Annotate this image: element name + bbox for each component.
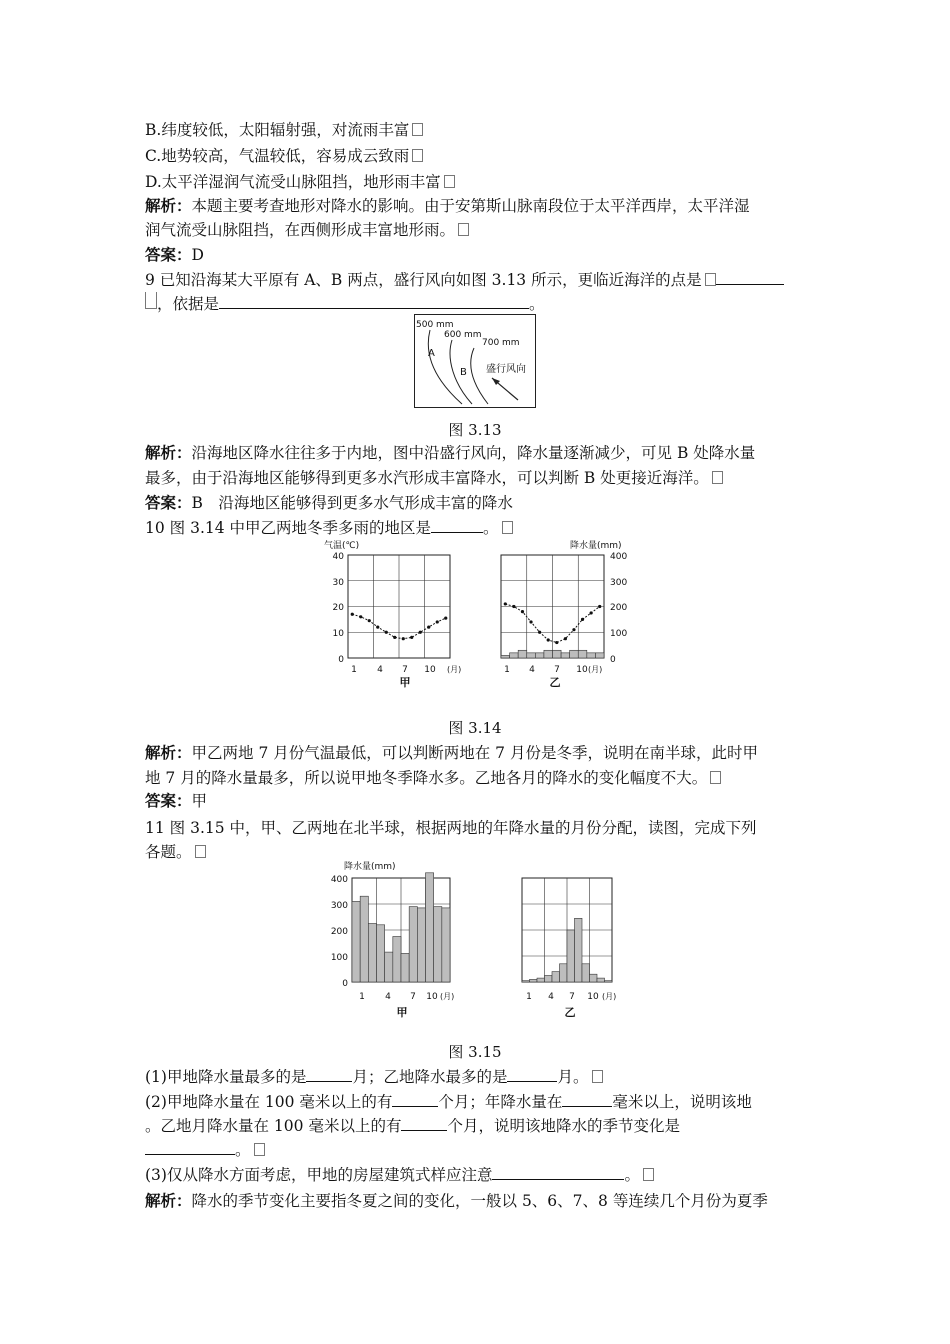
answer-blank[interactable] — [492, 1163, 624, 1180]
question-text: 。 — [235, 1141, 251, 1159]
answer-label: 答案： — [145, 245, 192, 264]
answer-blank[interactable] — [401, 1114, 447, 1131]
answer-blank[interactable] — [219, 292, 529, 309]
precip-bar — [553, 650, 562, 658]
precip-bar — [578, 650, 587, 658]
placeholder-box-icon — [145, 292, 157, 309]
answer-blank[interactable] — [507, 1065, 557, 1082]
q11-part2-line3 — [145, 1138, 265, 1162]
precip-bar — [522, 981, 530, 982]
left-axis-title: 气温(℃) — [324, 541, 360, 551]
x-tick: 7 — [569, 992, 575, 1002]
x-tick: 1 — [351, 665, 357, 675]
temperature-point — [555, 641, 558, 644]
precip-bar — [442, 908, 450, 982]
precip-bar — [409, 907, 417, 982]
temperature-point — [572, 628, 575, 631]
precip-bar — [527, 653, 536, 658]
chart-a-label: 甲 — [396, 1006, 408, 1019]
temperature-point — [547, 638, 550, 641]
precip-bar — [518, 650, 527, 658]
x-tick: 4 — [377, 665, 383, 675]
explanation-text: 降水的季节变化主要指冬夏之间的变化，一般以 5、6、7、8 等连续几个月份为夏季 — [191, 1192, 768, 1210]
left-tick: 40 — [332, 552, 344, 562]
temperature-point — [419, 631, 422, 634]
placeholder-box-icon — [195, 845, 206, 858]
answer-blank[interactable] — [431, 516, 483, 533]
x-tick: 10 — [587, 992, 599, 1002]
temperature-point — [359, 615, 362, 618]
question-text: 。乙地月降水量在 100 毫米以上的有 — [145, 1117, 402, 1135]
precip-bar — [567, 930, 575, 982]
temperature-point — [385, 631, 388, 634]
answer-label: 答案： — [145, 493, 192, 512]
placeholder-box-icon — [712, 471, 723, 484]
isoline-500-label: 500 mm — [416, 320, 454, 330]
answer-blank[interactable] — [145, 1138, 235, 1155]
question-text: 。 — [483, 519, 499, 537]
x-unit: (月) — [440, 992, 455, 1001]
explanation-text: 地 7 月的降水量最多，所以说甲地冬季降水多。乙地各月的降水的变化幅度不大。 — [145, 769, 708, 787]
point-b-label: B — [460, 367, 467, 378]
q11-explanation-line1 — [145, 1189, 768, 1213]
right-tick: 200 — [610, 603, 628, 613]
placeholder-box-icon — [444, 175, 455, 188]
explanation-text: 润气流受山脉阻挡，在西侧形成丰富地形雨。 — [145, 221, 456, 239]
temperature-point — [564, 637, 567, 640]
precip-bar — [385, 952, 393, 982]
precip-bar — [530, 979, 538, 982]
q11-part2-line1 — [145, 1090, 752, 1114]
precip-bar — [560, 964, 568, 982]
x-tick: 10 — [424, 665, 436, 675]
figure-3-13-caption: 图 3.13 — [448, 421, 502, 439]
y-tick: 0 — [342, 979, 348, 989]
precip-bar — [537, 978, 545, 982]
answer-blank[interactable] — [392, 1090, 438, 1107]
temperature-point — [521, 610, 524, 613]
explanation-text: 最多，由于沿海地区能够得到更多水汽形成丰富降水，可以判断 B 处更接近海洋。 — [145, 469, 709, 487]
precip-bar — [417, 908, 425, 982]
answer-text: B 沿海地区能够得到更多水气形成丰富的降水 — [191, 494, 513, 512]
q9-question-line1 — [145, 268, 784, 292]
option-d-text: D.太平洋湿润气流受山脉阻挡，地形雨丰富 — [145, 173, 441, 191]
precip-bar — [590, 974, 598, 982]
axis-title: 降水量(mm) — [344, 862, 396, 872]
placeholder-box-icon — [502, 521, 513, 534]
q9-answer — [145, 491, 513, 515]
y-tick: 400 — [330, 875, 348, 885]
x-tick: 4 — [548, 992, 554, 1002]
precip-bar — [570, 650, 579, 658]
temperature-point — [529, 620, 532, 623]
q8-answer — [145, 243, 204, 267]
question-text: 个月，说明该地降水的季节变化是 — [447, 1117, 680, 1135]
answer-blank[interactable] — [306, 1065, 352, 1082]
question-text: 。 — [529, 295, 545, 313]
right-tick: 0 — [610, 655, 616, 665]
precip-bar — [552, 972, 560, 982]
question-text: 月；乙地降水最多的是 — [352, 1068, 508, 1086]
answer-label: 答案： — [145, 791, 192, 810]
question-text: 毫米以上，说明该地 — [612, 1093, 752, 1111]
wind-direction-label: 盛行风向 — [486, 364, 526, 375]
q10-answer — [145, 789, 207, 813]
question-text: 。 — [624, 1166, 640, 1184]
isoline-600-label: 600 mm — [444, 330, 482, 340]
temperature-point — [351, 613, 354, 616]
question-text: 11 图 3.15 中，甲、乙两地在北半球，根据两地的年降水量的月份分配，读图，完成下列 — [145, 819, 757, 837]
temperature-point — [504, 602, 507, 605]
x-unit: (月) — [602, 992, 617, 1001]
temperature-point — [538, 631, 541, 634]
temperature-point — [410, 636, 413, 639]
precip-bar — [535, 653, 544, 658]
answer-text: D — [191, 246, 204, 264]
x-tick: 1 — [504, 665, 510, 675]
y-tick: 300 — [330, 901, 348, 911]
x-tick: 4 — [529, 665, 535, 675]
precip-bar — [597, 978, 605, 982]
temperature-point — [393, 636, 396, 639]
question-text: 10 图 3.14 中甲乙两地冬季多雨的地区是 — [145, 519, 432, 537]
option-c-text: C.地势较高，气温较低，容易成云致雨 — [145, 147, 410, 165]
q11-part2-line2 — [145, 1114, 680, 1138]
placeholder-box-icon — [710, 771, 721, 784]
temperature-point — [590, 611, 593, 614]
left-tick: 0 — [338, 655, 344, 665]
isoline-700-label: 700 mm — [482, 338, 520, 348]
placeholder-box-icon — [643, 1168, 654, 1181]
option-b — [145, 118, 423, 142]
q8-explanation-line2 — [145, 218, 469, 242]
precip-bar — [582, 964, 590, 982]
explanation-label: 解析： — [145, 1191, 192, 1210]
q11-question-line2 — [145, 840, 206, 864]
y-tick: 100 — [330, 953, 348, 963]
left-tick: 20 — [332, 603, 344, 613]
placeholder-box-icon — [254, 1143, 265, 1156]
x-tick: 7 — [402, 665, 408, 675]
precip-bar — [434, 907, 442, 982]
temperature-point — [368, 619, 371, 622]
figure-3-13 — [414, 314, 536, 408]
placeholder-box-icon — [458, 223, 469, 236]
left-tick: 30 — [332, 578, 344, 588]
precip-bar — [575, 918, 583, 982]
x-tick: 1 — [526, 992, 532, 1002]
precip-bar — [401, 953, 409, 982]
option-c — [145, 144, 423, 168]
answer-blank[interactable] — [716, 268, 784, 285]
left-tick: 10 — [332, 629, 344, 639]
figure-3-15 — [322, 858, 632, 1020]
x-tick: 4 — [385, 992, 391, 1002]
precip-bar — [545, 976, 553, 983]
explanation-text: 沿海地区降水往往多于内地，图中沿盛行风向，降水量逐渐减少，可见 B 处降水量 — [191, 444, 756, 462]
placeholder-box-icon — [412, 123, 423, 136]
chart-b-label: 乙 — [549, 676, 561, 689]
temperature-point — [598, 605, 601, 608]
q10-explanation-line1 — [145, 741, 758, 765]
question-text: (2)甲地降水量在 100 毫米以上的有 — [145, 1093, 393, 1111]
precip-bar — [352, 901, 360, 982]
q11-part1 — [145, 1065, 603, 1089]
temperature-point — [436, 620, 439, 623]
q9-question-line2 — [145, 292, 545, 316]
figure-3-14 — [318, 536, 648, 694]
placeholder-box-icon — [412, 149, 423, 162]
q9-explanation-line1 — [145, 441, 755, 465]
option-d — [145, 170, 455, 194]
temperature-point — [402, 637, 405, 640]
right-axis-title: 降水量(mm) — [570, 541, 622, 551]
y-tick: 200 — [330, 927, 348, 937]
x-tick: 10 — [426, 992, 438, 1002]
figure-3-15-caption: 图 3.15 — [448, 1043, 502, 1061]
explanation-text: 本题主要考查地形对降水的影响。由于安第斯山脉南段位于太平洋西岸，太平洋湿 — [191, 197, 750, 215]
x-tick: 10 — [576, 665, 588, 675]
x-tick: 7 — [554, 665, 560, 675]
question-text: 月。 — [557, 1068, 589, 1086]
question-text: 个月；年降水量在 — [438, 1093, 563, 1111]
q11-part3 — [145, 1163, 654, 1187]
precip-bar — [605, 981, 613, 982]
placeholder-box-icon — [705, 273, 716, 286]
answer-text: 甲 — [191, 792, 208, 810]
chart-a-label: 甲 — [399, 676, 411, 689]
figure-3-14-caption: 图 3.14 — [448, 719, 502, 737]
precip-bar — [561, 653, 570, 658]
question-text: ，依据是 — [157, 295, 220, 313]
temperature-point — [581, 618, 584, 621]
explanation-label: 解析： — [145, 196, 192, 215]
precip-bar — [393, 937, 401, 983]
q9-explanation-line2 — [145, 466, 723, 490]
temperature-point — [376, 626, 379, 629]
q10-explanation-line2 — [145, 766, 721, 790]
figure-3-14-charts — [348, 555, 604, 658]
precip-bar — [377, 925, 385, 982]
question-text: (1)甲地降水量最多的是 — [145, 1068, 307, 1086]
x-unit: (月) — [447, 665, 462, 674]
right-tick: 300 — [610, 578, 628, 588]
explanation-text: 甲乙两地 7 月份气温最低，可以判断两地在 7 月份是冬季，说明在南半球，此时甲 — [191, 744, 758, 762]
right-tick: 400 — [610, 552, 628, 562]
temperature-point — [427, 626, 430, 629]
x-unit: (月) — [588, 665, 603, 674]
q11-question-line1 — [145, 816, 757, 840]
temperature-point — [444, 616, 447, 619]
question-text: 9 已知沿海某大平原有 A、B 两点，盛行风向如图 3.13 所示，更临近海洋的点是 — [145, 271, 702, 289]
precip-bar — [595, 653, 604, 658]
precip-bar — [501, 655, 510, 658]
answer-blank[interactable] — [562, 1090, 612, 1107]
explanation-label: 解析： — [145, 443, 192, 462]
right-tick: 100 — [610, 629, 628, 639]
chart-b-label: 乙 — [564, 1006, 576, 1019]
question-text: (3)仅从降水方面考虑，甲地的房屋建筑式样应注意 — [145, 1166, 493, 1184]
precip-bar — [510, 653, 519, 658]
precip-bar — [360, 896, 368, 982]
placeholder-box-icon — [592, 1070, 603, 1083]
point-a-label: A — [428, 348, 435, 359]
question-text: 各题。 — [145, 843, 192, 861]
temperature-point — [512, 605, 515, 608]
precip-bar — [544, 650, 553, 658]
x-tick: 1 — [359, 992, 365, 1002]
figure-3-15-charts — [352, 873, 612, 982]
precip-bar — [426, 873, 434, 982]
q8-explanation-line1 — [145, 194, 750, 218]
precip-bar — [587, 653, 596, 658]
x-tick: 7 — [410, 992, 416, 1002]
precip-bar — [368, 924, 376, 983]
explanation-label: 解析： — [145, 743, 192, 762]
option-b-text: B.纬度较低，太阳辐射强，对流雨丰富 — [145, 121, 410, 139]
